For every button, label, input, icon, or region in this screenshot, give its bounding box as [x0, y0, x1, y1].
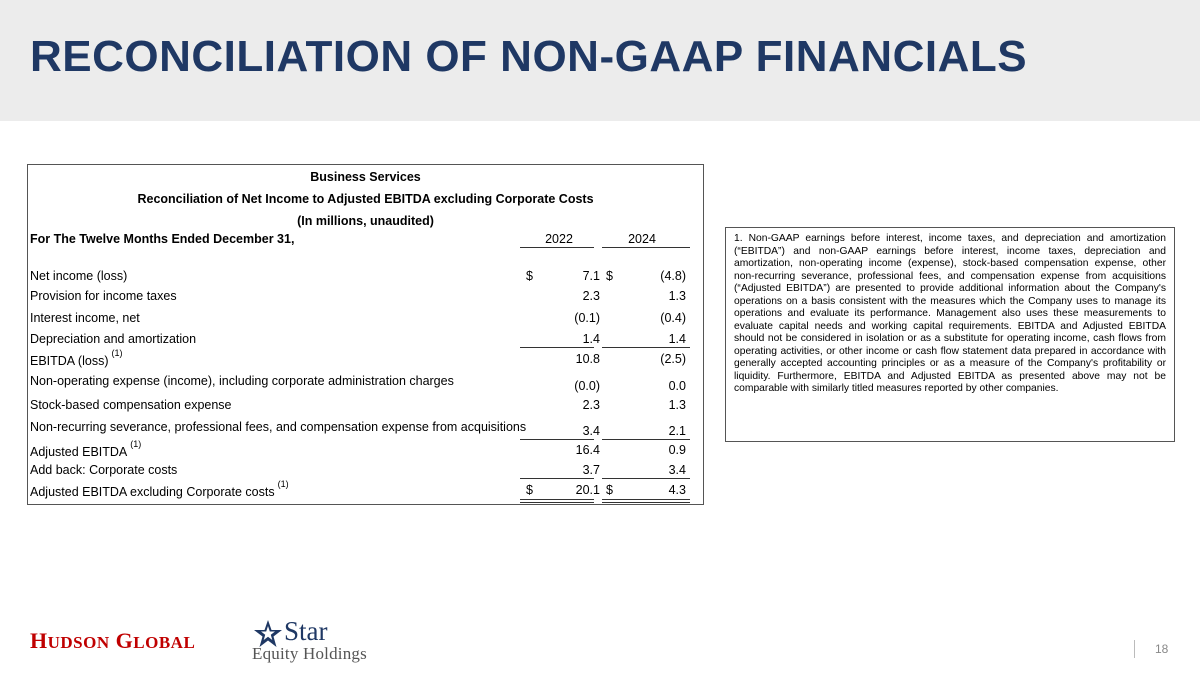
value-2024: 0.0: [668, 379, 686, 393]
table-heading-business-services: Business Services: [310, 170, 421, 184]
value-2024: 2.1: [668, 424, 686, 438]
year-header-2024: 2024: [628, 232, 656, 246]
value-2024: (0.4): [660, 311, 686, 325]
currency-symbol: $: [606, 269, 613, 283]
table-row: [28, 439, 703, 463]
subtotal-underline-2024: [602, 439, 690, 440]
value-2024: 3.4: [668, 463, 686, 477]
star-wordmark: Star: [284, 616, 328, 646]
table-row: [28, 348, 703, 372]
reconciliation-table: [27, 164, 704, 505]
table-row: [28, 269, 703, 289]
value-2024: 1.3: [668, 289, 686, 303]
value-2022: 10.8: [575, 352, 600, 366]
total-underline-2024: [602, 478, 690, 479]
double-underline-2022: [520, 499, 594, 503]
page-title: RECONCILIATION OF NON-GAAP FINANCIALS: [30, 32, 1028, 81]
page-number: 18: [1155, 642, 1169, 656]
row-label: Stock-based compensation expense: [30, 398, 232, 412]
table-row: [28, 463, 703, 483]
value-2022: 20.1: [575, 483, 600, 497]
table-row: [28, 311, 703, 331]
row-label: Adjusted EBITDA$^{(1)}$: [30, 439, 142, 460]
value-2022: (0.0): [574, 379, 600, 393]
value-2022: 1.4: [582, 332, 600, 346]
subtotal-underline-2022: [520, 439, 594, 440]
value-2022: 7.1: [582, 269, 600, 283]
value-2024: 1.3: [668, 398, 686, 412]
row-label: Non-recurring severance, professional fees, and compensation expense from acquisitions: [30, 420, 527, 434]
star-equity-holdings-logo: [252, 616, 392, 666]
footnote-box: 1. Non-GAAP earnings before interest, income taxes, and depreciation and amortization (“EBITDA”) and non-GAAP earnings before interest, income taxes, depreciation and amortization, non-operating income (expense), stock-based compensation expense, other non-recurring severance, professional fees, and compensation expense from acquisitions (“Adjusted EBITDA”) are presented to provide additional information about the Company's operations on a basis consistent with the measures which the Company uses to manage its operations and evaluate its performance. Management also uses these measurements to evaluate capital needs and working capital requirements. EBITDA and Adjusted EBITDA should not be considered in isolation or as a substitute for operating income, cash flows from operating activities, or other income or cash flow statement data prepared in accordance with generally accepted accounting principles or as a measure of the Company's profitability or liquidity. Furthermore, EBITDA and Adjusted EBITDA as presented above may not be comparable with similarly titled measures reported by other companies.: [725, 227, 1175, 442]
row-label: Adjusted EBITDA excluding Corporate costs$^{(1)}$: [30, 479, 289, 500]
equity-holdings-wordmark: Equity Holdings: [252, 644, 367, 663]
footnote-ref: (1): [111, 348, 123, 358]
table-heading-reconciliation: Reconciliation of Net Income to Adjusted EBITDA excluding Corporate Costs: [137, 192, 594, 206]
footnote-ref: (1): [277, 479, 289, 489]
year-header-2022: 2022: [545, 232, 573, 246]
row-label: Provision for income taxes: [30, 289, 177, 303]
currency-symbol: $: [526, 269, 533, 283]
year-underline-2022: [520, 247, 594, 248]
table-period-row: [28, 232, 703, 252]
subtotal-underline-2022: [520, 347, 594, 348]
table-row: [28, 332, 703, 352]
value-2022: 3.4: [582, 424, 600, 438]
value-2022: 2.3: [582, 289, 600, 303]
row-label: EBITDA (loss)$^{(1)}$: [30, 348, 123, 369]
table-heading-units: (In millions, unaudited): [297, 214, 434, 228]
table-row: [28, 289, 703, 309]
value-2024: 4.3: [668, 483, 686, 497]
value-2022: 3.7: [582, 463, 600, 477]
subtotal-underline-2024: [602, 347, 690, 348]
row-label: Add back: Corporate costs: [30, 463, 178, 477]
value-2022: (0.1): [574, 311, 600, 325]
currency-symbol: $: [526, 483, 533, 497]
year-underline-2024: [602, 247, 690, 248]
table-row: [28, 398, 703, 418]
value-2024: 1.4: [668, 332, 686, 346]
value-2022: 16.4: [575, 443, 600, 457]
period-label: For The Twelve Months Ended December 31,: [30, 232, 295, 246]
currency-symbol: $: [606, 483, 613, 497]
value-2024: 0.9: [668, 443, 686, 457]
row-label: Non-operating expense (income), including corporate administration charges: [30, 374, 454, 388]
row-label: Net income (loss): [30, 269, 128, 283]
table-row: [28, 374, 703, 394]
hudson-global-logo: HUDSON GLOBAL: [30, 628, 196, 653]
footnote-ref: (1): [130, 439, 142, 449]
double-underline-2024: [602, 499, 690, 503]
row-label: Depreciation and amortization: [30, 332, 197, 346]
page-number-divider: [1134, 640, 1135, 658]
table-row: [28, 420, 703, 440]
row-label: Interest income, net: [30, 311, 140, 325]
value-2024: (4.8): [660, 269, 686, 283]
value-2024: (2.5): [660, 352, 686, 366]
total-underline-2022: [520, 478, 594, 479]
value-2022: 2.3: [582, 398, 600, 412]
